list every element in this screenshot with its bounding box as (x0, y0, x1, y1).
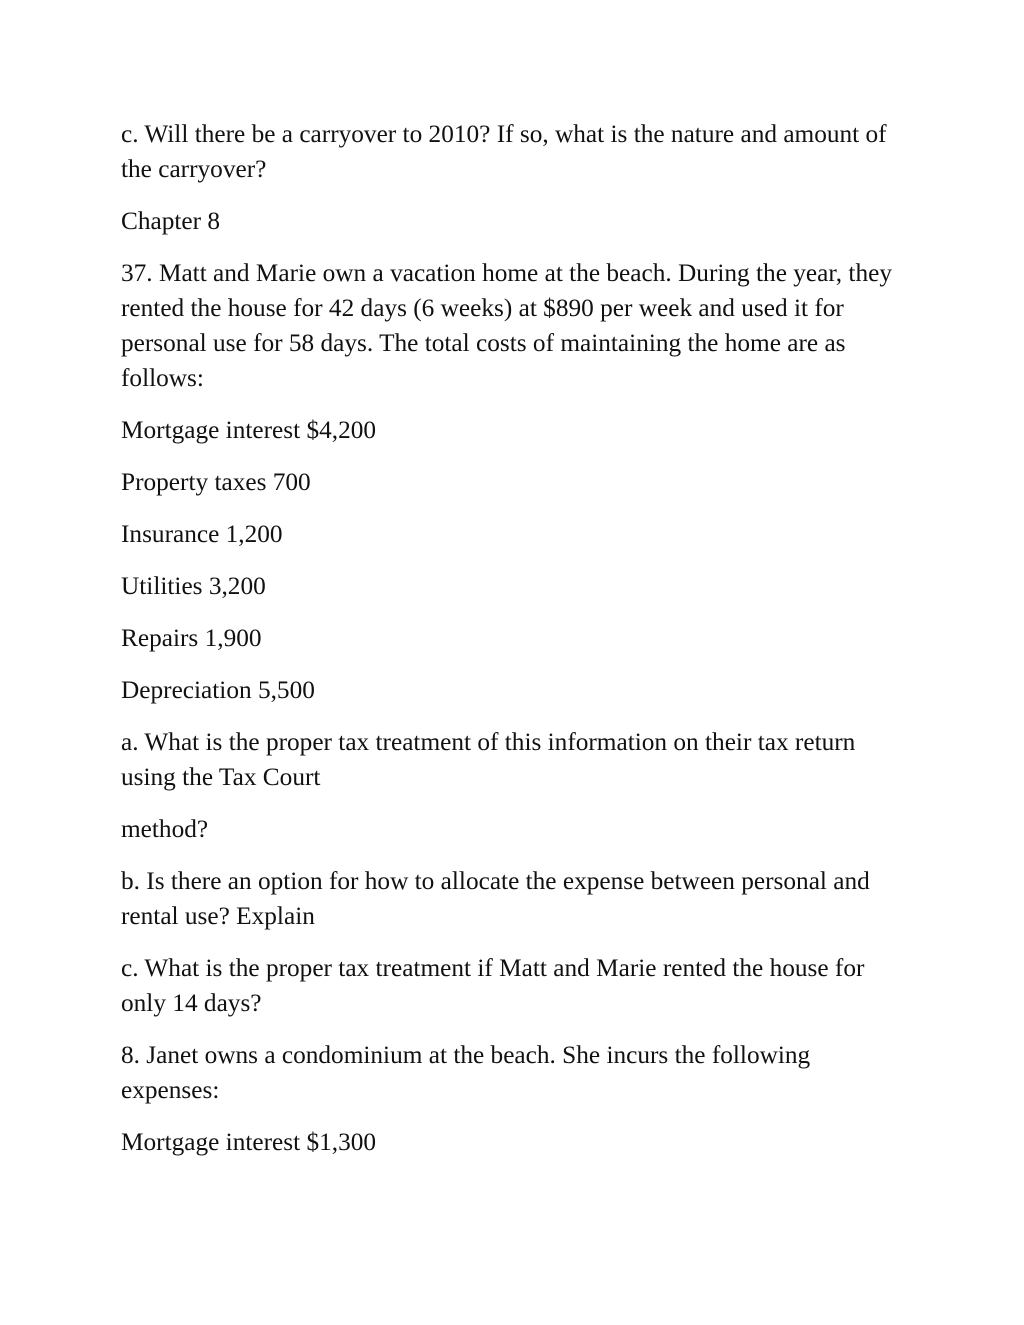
problem-37-intro: 37. Matt and Marie own a vacation home at the beach. During the year, they rented the house for 42 days (6 weeks) at $890 per week and used it for personal use for 58 days. The total costs of maintaining the home are as follows: (121, 259, 892, 392)
janet-expense-mortgage-interest: Mortgage interest $1,300 (121, 1128, 377, 1156)
expense-property-taxes: Property taxes 700 (121, 468, 311, 496)
chapter-heading: Chapter 8 (121, 207, 221, 235)
question-c-14-days: c. What is the proper tax treatment if Matt and Marie rented the house for only 14 days? (121, 954, 865, 1017)
question-b-allocation: b. Is there an option for how to allocate the expense between personal and rental use? Explain (121, 867, 870, 930)
question-c-carryover: c. Will there be a carryover to 2010? If so, what is the nature and amount of the carryover? (121, 120, 887, 183)
expense-mortgage-interest: Mortgage interest $4,200 (121, 416, 377, 444)
question-a-tax-court: a. What is the proper tax treatment of this information on their tax return using the Tax Court (121, 728, 856, 791)
problem-8-intro: 8. Janet owns a condominium at the beach. She incurs the following expenses: (121, 1041, 811, 1104)
question-a-continuation: method? (121, 815, 209, 843)
expense-repairs: Repairs 1,900 (121, 624, 262, 652)
expense-depreciation: Depreciation 5,500 (121, 676, 315, 704)
expense-insurance: Insurance 1,200 (121, 520, 283, 548)
expense-utilities: Utilities 3,200 (121, 572, 266, 600)
document-page (121, 117, 911, 1177)
